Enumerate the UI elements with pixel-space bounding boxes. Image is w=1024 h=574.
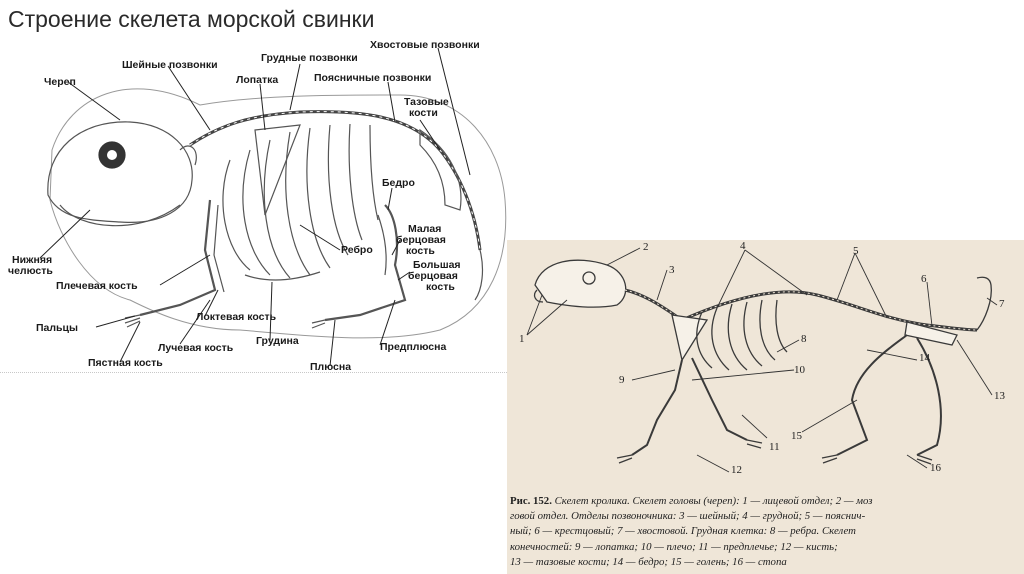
rabbit-number-1: 1 [519, 333, 525, 345]
label-pelvic-bones-2: кости [409, 107, 438, 119]
label-tarsus: Предплюсна [380, 341, 447, 353]
rabbit-number-3: 3 [669, 264, 675, 276]
label-rib: Ребро [341, 244, 373, 256]
label-thoracic-vertebrae: Грудные позвонки [261, 52, 358, 64]
rabbit-number-7: 7 [999, 298, 1005, 310]
rabbit-number-16: 16 [930, 462, 941, 474]
caption-line-5: 13 — тазовые кости; 14 — бедро; 15 — голень; 16 — стопа [510, 555, 787, 568]
rabbit-number-11: 11 [769, 441, 780, 453]
label-lumbar-vertebrae: Поясничные позвонки [314, 72, 432, 84]
label-tibia-3: кость [426, 281, 455, 293]
divider [0, 372, 507, 373]
label-fibula-1: Малая [408, 223, 442, 235]
rabbit-number-9: 9 [619, 374, 625, 386]
rabbit-number-5: 5 [853, 245, 859, 257]
rabbit-number-8: 8 [801, 333, 807, 345]
page-title: Строение скелета морской свинки [8, 6, 375, 32]
label-fingers: Пальцы [36, 322, 78, 334]
caption-line-3: ный; 6 — крестцовый; 7 — хвостовой. Грудная клетка: 8 — ребра. Скелет [510, 525, 856, 538]
rabbit-number-13: 13 [994, 390, 1005, 402]
label-metacarpus: Пястная кость [88, 357, 163, 369]
caption-line-4: конечностей: 9 — лопатка; 10 — плечо; 11 — предплечье; 12 — кисть; [510, 540, 838, 553]
rabbit-number-2: 2 [643, 241, 649, 253]
label-pelvic-bones-1: Тазовые [404, 96, 449, 108]
label-caudal-vertebrae: Хвостовые позвонки [370, 39, 480, 51]
rabbit-number-10: 10 [794, 364, 805, 376]
label-tibia-2: берцовая [408, 270, 458, 282]
label-sternum: Грудина [256, 335, 299, 347]
label-fibula-3: кость [406, 245, 435, 257]
label-scapula: Лопатка [236, 74, 279, 86]
label-radius: Лучевая кость [158, 342, 234, 354]
caption-line-2: говой отдел. Отделы позвоночника: 3 — шейный; 4 — грудной; 5 — пояснич- [510, 510, 866, 523]
label-humerus: Плечевая кость [56, 280, 138, 292]
figure-caption [510, 494, 1022, 570]
label-skull: Череп [44, 76, 76, 88]
label-cervical-vertebrae: Шейные позвонки [122, 59, 218, 71]
label-ulna: Локтевая кость [196, 311, 277, 323]
rabbit-number-6: 6 [921, 273, 927, 285]
rabbit-skeleton-panel [507, 240, 1024, 574]
rabbit-number-12: 12 [731, 464, 742, 476]
rabbit-number-4: 4 [740, 240, 746, 252]
label-lower-jaw-1: Нижняя [12, 254, 53, 266]
label-lower-jaw-2: челюсть [8, 265, 53, 277]
label-fibula-2: берцовая [396, 234, 446, 246]
caption-line-1: Рис. 152. Скелет кролика. Скелет головы (череп): 1 — лицевой отдел; 2 — моз [510, 495, 873, 507]
label-metatarsus: Плюсна [310, 361, 352, 373]
rabbit-number-14: 14 [919, 352, 930, 364]
label-femur: Бедро [382, 177, 415, 189]
label-tibia-1: Большая [413, 259, 461, 271]
rabbit-number-15: 15 [791, 430, 802, 442]
